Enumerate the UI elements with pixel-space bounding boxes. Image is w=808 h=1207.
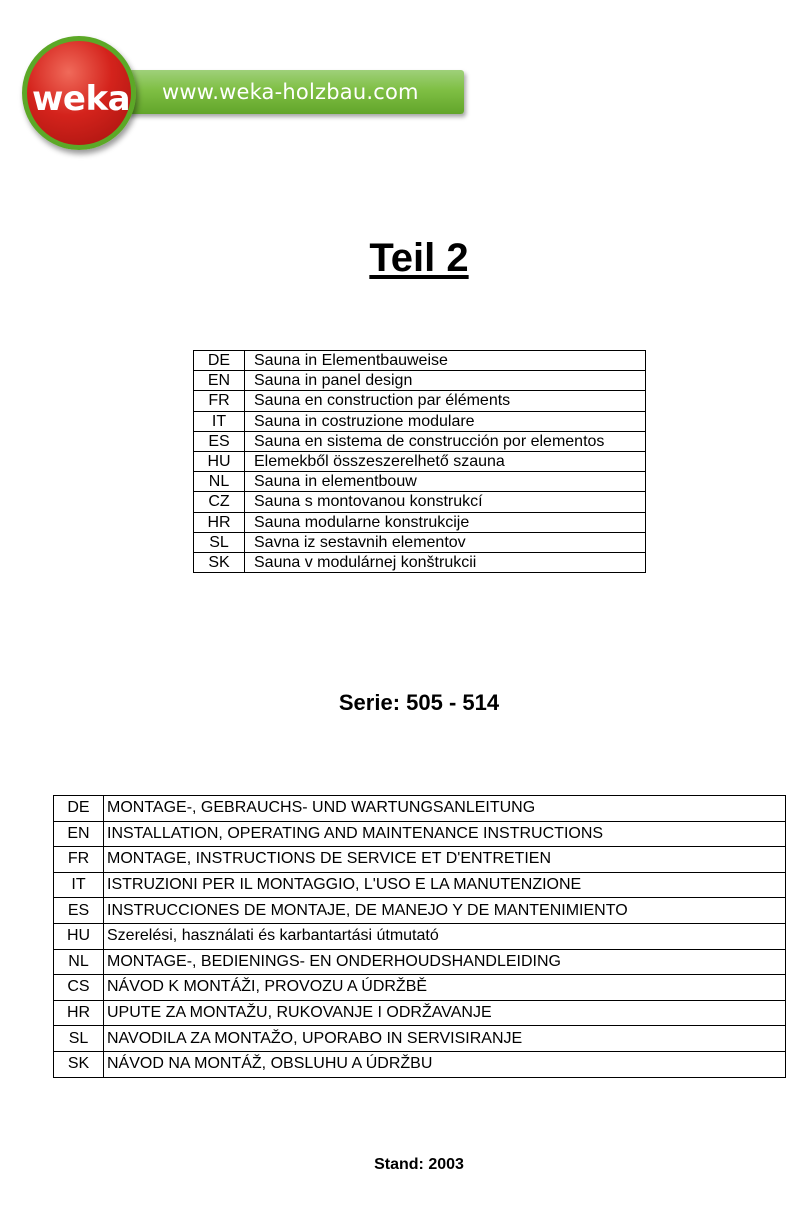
translation-text: Szerelési, használati és karbantartási útmutató bbox=[104, 923, 786, 949]
product-name-row bbox=[194, 351, 646, 371]
language-code: NL bbox=[194, 472, 245, 492]
language-code: SK bbox=[54, 1051, 104, 1077]
language-code: CS bbox=[54, 975, 104, 1001]
translation-text: MONTAGE-, GEBRAUCHS- UND WARTUNGSANLEITUNG bbox=[104, 796, 786, 822]
instructions-row bbox=[54, 821, 786, 847]
translation-text: MONTAGE, INSTRUCTIONS DE SERVICE ET D'ENTRETIEN bbox=[104, 847, 786, 873]
translation-text: Savna iz sestavnih elementov bbox=[245, 532, 646, 552]
translation-text: NÁVOD NA MONTÁŽ, OBSLUHU A ÚDRŽBU bbox=[104, 1051, 786, 1077]
translation-text: Sauna en sistema de construcción por elementos bbox=[245, 431, 646, 451]
instructions-row bbox=[54, 975, 786, 1001]
language-code: SL bbox=[194, 532, 245, 552]
instructions-row bbox=[54, 847, 786, 873]
product-name-row bbox=[194, 532, 646, 552]
product-name-table bbox=[193, 350, 646, 573]
language-code: SK bbox=[194, 552, 245, 572]
translation-text: Sauna en construction par éléments bbox=[245, 391, 646, 411]
logo-wordmark: weka bbox=[31, 79, 131, 119]
instructions-row bbox=[54, 796, 786, 822]
instructions-row bbox=[54, 872, 786, 898]
language-code: FR bbox=[194, 391, 245, 411]
instructions-row bbox=[54, 1051, 786, 1077]
product-name-row bbox=[194, 492, 646, 512]
weka-logo[interactable] bbox=[22, 36, 452, 156]
stand-date: Stand: 2003 bbox=[374, 1156, 464, 1173]
translation-text: NAVODILA ZA MONTAŽO, UPORABO IN SERVISIRANJE bbox=[104, 1026, 786, 1052]
logo-badge bbox=[22, 36, 136, 150]
language-code: HU bbox=[54, 923, 104, 949]
instructions-row bbox=[54, 1000, 786, 1026]
language-code: EN bbox=[194, 371, 245, 391]
instructions-row bbox=[54, 923, 786, 949]
instructions-table bbox=[53, 795, 786, 1078]
translation-text: Sauna modularne konstrukcije bbox=[245, 512, 646, 532]
language-code: EN bbox=[54, 821, 104, 847]
translation-text: INSTRUCCIONES DE MONTAJE, DE MANEJO Y DE MANTENIMIENTO bbox=[104, 898, 786, 924]
instructions-row bbox=[54, 1026, 786, 1052]
product-name-row bbox=[194, 431, 646, 451]
language-code: FR bbox=[54, 847, 104, 873]
language-code: HR bbox=[54, 1000, 104, 1026]
translation-text: NÁVOD K MONTÁŽI, PROVOZU A ÚDRŽBĚ bbox=[104, 975, 786, 1001]
translation-text: ISTRUZIONI PER IL MONTAGGIO, L'USO E LA MANUTENZIONE bbox=[104, 872, 786, 898]
translation-text: Sauna v modulárnej konštrukcii bbox=[245, 552, 646, 572]
language-code: HU bbox=[194, 451, 245, 471]
translation-text: Sauna in elementbouw bbox=[245, 472, 646, 492]
language-code: CZ bbox=[194, 492, 245, 512]
translation-text: INSTALLATION, OPERATING AND MAINTENANCE INSTRUCTIONS bbox=[104, 821, 786, 847]
language-code: DE bbox=[194, 351, 245, 371]
instructions-row bbox=[54, 949, 786, 975]
translation-text: Sauna in Elementbauweise bbox=[245, 351, 646, 371]
translation-text: Elemekből összeszerelhető szauna bbox=[245, 451, 646, 471]
language-code: IT bbox=[54, 872, 104, 898]
product-name-row bbox=[194, 391, 646, 411]
product-name-row bbox=[194, 472, 646, 492]
translation-text: Sauna in panel design bbox=[245, 371, 646, 391]
product-name-row bbox=[194, 552, 646, 572]
page-title: Teil 2 bbox=[369, 236, 469, 280]
instructions-row bbox=[54, 898, 786, 924]
product-name-row bbox=[194, 411, 646, 431]
language-code: IT bbox=[194, 411, 245, 431]
language-code: DE bbox=[54, 796, 104, 822]
product-name-row bbox=[194, 371, 646, 391]
language-code: ES bbox=[194, 431, 245, 451]
translation-text: Sauna s montovanou konstrukcí bbox=[245, 492, 646, 512]
language-code: ES bbox=[54, 898, 104, 924]
translation-text: UPUTE ZA MONTAŽU, RUKOVANJE I ODRŽAVANJE bbox=[104, 1000, 786, 1026]
language-code: HR bbox=[194, 512, 245, 532]
language-code: SL bbox=[54, 1026, 104, 1052]
product-name-row bbox=[194, 512, 646, 532]
translation-text: MONTAGE-, BEDIENINGS- EN ONDERHOUDSHANDLEIDING bbox=[104, 949, 786, 975]
series-heading: Serie: 505 - 514 bbox=[338, 690, 500, 715]
translation-text: Sauna in costruzione modulare bbox=[245, 411, 646, 431]
language-code: NL bbox=[54, 949, 104, 975]
product-name-row bbox=[194, 451, 646, 471]
logo-url-text: www.weka-holzbau.com bbox=[162, 80, 419, 104]
